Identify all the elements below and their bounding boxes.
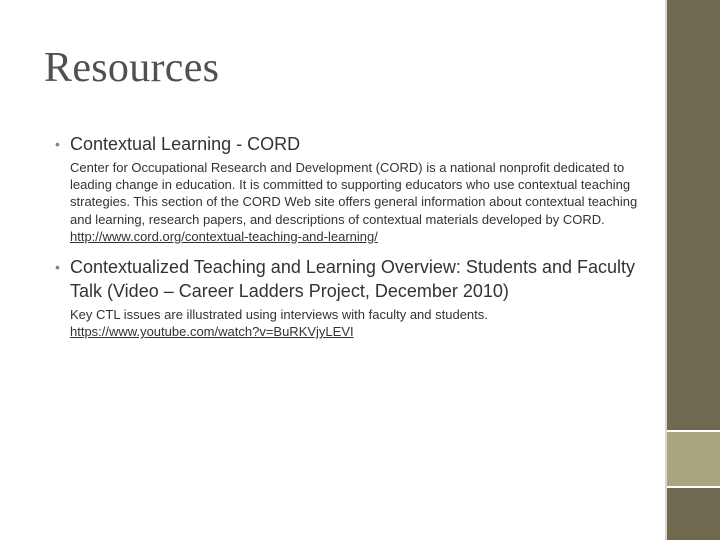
bullet-heading	[55, 255, 645, 303]
sidebar-accent-block	[667, 432, 720, 486]
cord-link[interactable]: http://www.cord.org/contextual-teaching-and-learning/	[70, 228, 378, 244]
slide-content	[55, 132, 645, 340]
bullet-heading-text: Contextualized Teaching and Learning Overview: Students and Faculty Talk (Video – Career Ladders Project, December 2010)	[70, 257, 636, 302]
resource-description-text: Key CTL issues are illustrated using interviews with faculty and students.	[70, 307, 488, 323]
bullet-heading	[55, 132, 645, 156]
slide-title: Resources	[44, 45, 220, 91]
resource-item-cord	[55, 132, 645, 245]
bullet-dot-icon: •	[55, 259, 60, 276]
bullet-dot-icon: •	[55, 136, 60, 152]
resource-description	[70, 159, 645, 245]
bullet-heading-text: Contextual Learning - CORD	[70, 134, 301, 154]
spacer	[55, 245, 645, 255]
resource-description-text: Center for Occupational Research and Development (CORD) is a national nonprofit dedicated to leading change in education. It is committed to supporting educators who use contextual teaching strategies. This section of the CORD Web site offers general information about contextual teaching and learning, research papers, and descriptions of contextual materials developed by CORD.	[70, 160, 638, 227]
resource-description	[70, 306, 645, 340]
youtube-link[interactable]: https://www.youtube.com/watch?v=BuRKVjyLEVI	[70, 324, 354, 340]
resource-item-video	[55, 255, 645, 340]
sidebar-accent-divider-bottom	[667, 486, 720, 488]
